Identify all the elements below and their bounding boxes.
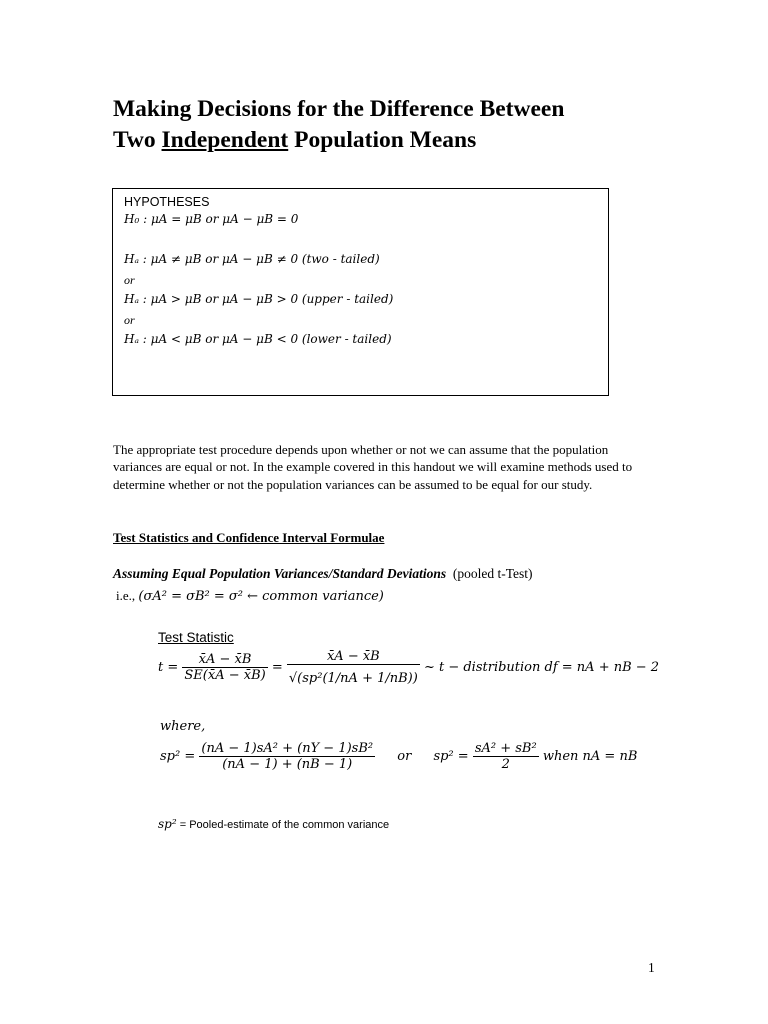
title-line-1: Making Decisions for the Difference Between (113, 96, 565, 122)
ie-prefix: i.e., (116, 588, 136, 603)
t-lhs: t = (158, 660, 179, 675)
hypotheses-heading: HYPOTHESES (124, 195, 210, 209)
common-variance-formula: (σA² = σB² = σ² ← common variance) (138, 589, 384, 604)
pooled-fraction (199, 741, 375, 772)
alternative-two-tailed: Hₐ : μA ≠ μB or μA − μB ≠ 0 (two - tailed) (124, 252, 380, 266)
title-underlined-word: Independent (161, 127, 289, 153)
document-title (113, 94, 564, 156)
page-number: 1 (648, 960, 655, 975)
t-denominator-1: SE(x̄A − x̄B) (184, 668, 266, 683)
intro-paragraph: The appropriate test procedure depends upon whether or not we can assume that the population variances are equal or not. In the example covered in this handout we will examine methods used to determine whether or not the population variances can be assumed to be equal for our study. (113, 442, 633, 492)
t-denominator-2: √(sp²(1/nA + 1/nB)) (288, 671, 418, 686)
title-line-2-prefix: Two (113, 127, 162, 153)
assumption-suffix: (pooled t-Test) (452, 566, 533, 581)
t-numerator-1: x̄A − x̄B (182, 652, 267, 668)
t-fraction-2 (287, 649, 420, 686)
t-distribution: ~ t − distribution df = nA + nB − 2 (423, 660, 660, 675)
where-label: where, (160, 719, 206, 734)
pooled-variance-formula (160, 741, 637, 772)
title-line-2-suffix: Population Means (288, 127, 477, 153)
test-statistic-label: Test Statistic (158, 630, 234, 645)
assumption-heading: Assuming Equal Population Variances/Standard Deviations (113, 566, 447, 581)
t-numerator-2: x̄A − x̄B (287, 649, 420, 665)
t-statistic-formula (158, 649, 659, 686)
or-separator-2: or (124, 313, 135, 327)
pooled-denominator: (nA − 1) + (nB − 1) (222, 757, 353, 772)
title-line-2 (113, 125, 564, 156)
assumption-line (113, 566, 533, 582)
or-separator-1: or (124, 273, 135, 287)
pooled-symbol: sp² (158, 817, 177, 831)
pooled-denominator-2: 2 (501, 757, 510, 772)
pooled-numerator: (nA − 1)sA² + (nY − 1)sB² (201, 741, 374, 756)
alternative-upper-tailed: Hₐ : μA > μB or μA − μB > 0 (upper - tailed) (124, 292, 394, 306)
pooled-or: or (397, 749, 412, 764)
hypotheses-box (112, 188, 609, 396)
t-fraction-1 (182, 652, 267, 683)
pooled-note (158, 817, 389, 831)
pooled-condition: when nA = nB (542, 749, 638, 764)
null-hypothesis: H₀ : μA = μB or μA − μB = 0 (124, 212, 299, 226)
pooled-note-text: = Pooled-estimate of the common variance (179, 819, 390, 831)
ie-line (116, 588, 384, 604)
t-equals: = (271, 660, 283, 675)
section-heading: Test Statistics and Confidence Interval Formulae (113, 530, 385, 545)
pooled-numerator-2: sA² + sB² (474, 741, 537, 756)
pooled-lhs-2: sp² = (433, 749, 469, 764)
pooled-lhs: sp² = (160, 749, 196, 764)
pooled-fraction-2 (473, 741, 539, 772)
alternative-lower-tailed: Hₐ : μA < μB or μA − μB < 0 (lower - tailed) (124, 332, 392, 346)
